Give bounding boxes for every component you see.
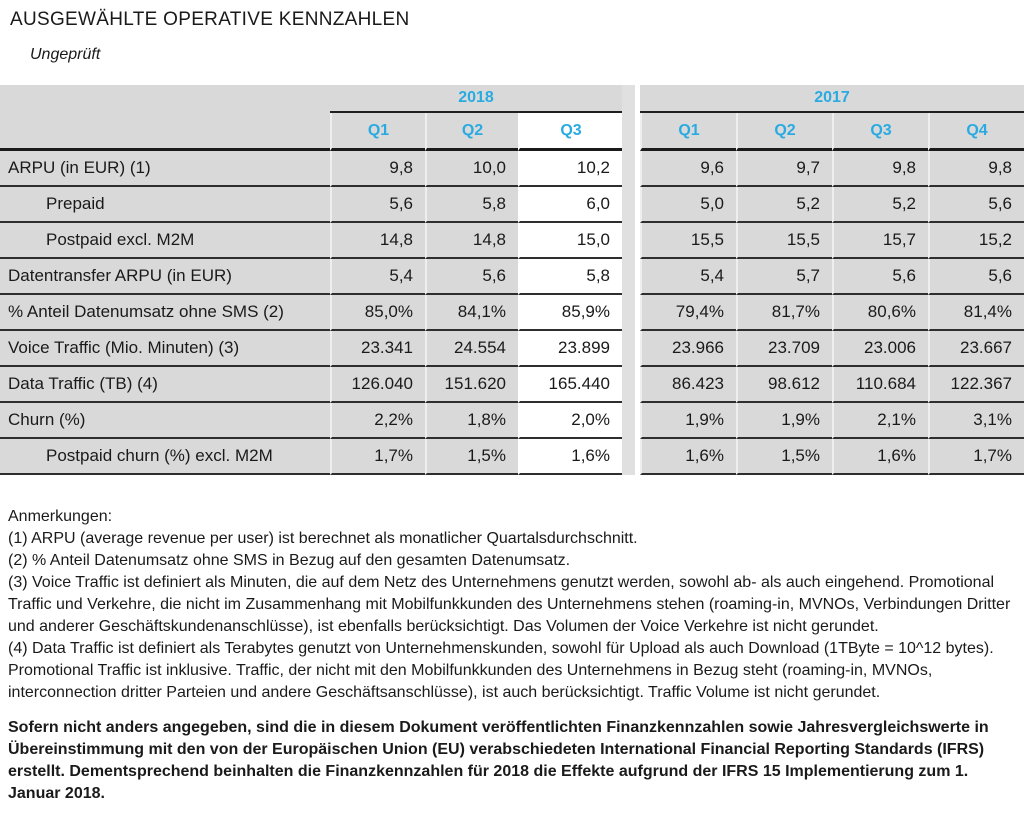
value-cell-highlighted: 6,0 — [518, 187, 622, 223]
page-subtitle: Ungeprüft — [30, 46, 101, 63]
quarter-header-2017-q4: Q4 — [928, 113, 1024, 151]
value-cell-highlighted: 15,0 — [518, 223, 622, 259]
value-cell: 15,7 — [832, 223, 928, 259]
footnote-2: (2) % Anteil Datenumsatz ohne SMS in Bezug auf den gesamten Datenumsatz. — [8, 552, 571, 569]
quarter-header-2018-q1: Q1 — [330, 113, 425, 151]
quarter-header-2018-q3-highlighted: Q3 — [518, 113, 622, 151]
value-cell: 122.367 — [928, 367, 1024, 403]
value-cell: 84,1% — [425, 295, 518, 331]
value-cell: 14,8 — [330, 223, 425, 259]
value-cell: 5,8 — [425, 187, 518, 223]
table-block-2018 — [0, 85, 622, 475]
year-block-spacer — [622, 85, 640, 475]
year-header-2018: 2018 — [330, 85, 622, 113]
value-cell: 85,0% — [330, 295, 425, 331]
value-cell: 5,4 — [330, 259, 425, 295]
page-title: AUSGEWÄHLTE OPERATIVE KENNZAHLEN — [10, 9, 410, 30]
value-cell: 1,8% — [425, 403, 518, 439]
value-cell: 9,8 — [928, 151, 1024, 187]
value-cell: 110.684 — [832, 367, 928, 403]
quarter-header-2017-q3: Q3 — [832, 113, 928, 151]
value-cell: 2,1% — [832, 403, 928, 439]
value-cell: 9,6 — [640, 151, 736, 187]
value-cell: 23.966 — [640, 331, 736, 367]
quarter-header-2017-q1: Q1 — [640, 113, 736, 151]
value-cell: 86.423 — [640, 367, 736, 403]
value-cell: 9,7 — [736, 151, 832, 187]
footnotes — [8, 506, 1016, 704]
value-cell: 23.667 — [928, 331, 1024, 367]
value-cell: 1,9% — [640, 403, 736, 439]
value-cell: 79,4% — [640, 295, 736, 331]
value-cell: 5,2 — [736, 187, 832, 223]
value-cell: 5,7 — [736, 259, 832, 295]
value-cell: 2,2% — [330, 403, 425, 439]
value-cell: 98.612 — [736, 367, 832, 403]
footnote-1: (1) ARPU (average revenue per user) ist berechnet als monatlicher Quartalsdurchschnitt. — [8, 530, 638, 547]
row-label: ARPU (in EUR) (1) — [0, 151, 330, 187]
value-cell: 81,7% — [736, 295, 832, 331]
row-label: % Anteil Datenumsatz ohne SMS (2) — [0, 295, 330, 331]
value-cell: 1,5% — [736, 439, 832, 475]
row-label: Churn (%) — [0, 403, 330, 439]
value-cell: 9,8 — [832, 151, 928, 187]
value-cell: 1,7% — [928, 439, 1024, 475]
value-cell: 5,2 — [832, 187, 928, 223]
row-label: Postpaid excl. M2M — [0, 223, 330, 259]
value-cell: 23.006 — [832, 331, 928, 367]
value-cell: 10,0 — [425, 151, 518, 187]
row-label: Voice Traffic (Mio. Minuten) (3) — [0, 331, 330, 367]
ifrs-disclaimer: Sofern nicht anders angegeben, sind die in diesem Dokument veröffentlichten Finanzkennzahlen sowie Jahresvergleichswerte in Übereinstimmung mit den von der Europäischen Union (EU) verabschiedeten International Financial Reporting Standards (IFRS) erstellt. Dementsprechend beinhalten die Finanzkennzahlen für 2018 die Effekte aufgrund der IFRS 15 Implementierung zum 1. Januar 2018. — [8, 719, 989, 802]
value-cell: 1,5% — [425, 439, 518, 475]
value-cell: 5,6 — [928, 187, 1024, 223]
value-cell: 1,7% — [330, 439, 425, 475]
value-cell: 5,4 — [640, 259, 736, 295]
value-cell-highlighted: 2,0% — [518, 403, 622, 439]
value-cell-highlighted: 165.440 — [518, 367, 622, 403]
value-cell: 5,6 — [425, 259, 518, 295]
value-cell-highlighted: 1,6% — [518, 439, 622, 475]
value-cell: 1,9% — [736, 403, 832, 439]
value-cell-highlighted: 5,8 — [518, 259, 622, 295]
value-cell-highlighted: 23.899 — [518, 331, 622, 367]
value-cell: 14,8 — [425, 223, 518, 259]
value-cell: 5,6 — [832, 259, 928, 295]
value-cell: 81,4% — [928, 295, 1024, 331]
footnote-3: (3) Voice Traffic ist definiert als Minuten, die auf dem Netz des Unternehmens genutzt werden, sowohl ab- als auch eingehend. Promotional Traffic und Verkehre, die nicht im Zusammenhang mit Mobilfunkkunden des Unternehmens stehen (roaming-in, MVNOs, Verbindungen Dritter und anderer Geschäftskundenanschlüsse), ist ebenfalls berücksichtigt. Das Volumen der Voice Verkehre ist nicht gerundet. — [8, 574, 1011, 635]
corner-cell — [0, 85, 330, 113]
value-cell: 126.040 — [330, 367, 425, 403]
value-cell: 3,1% — [928, 403, 1024, 439]
value-cell-highlighted: 85,9% — [518, 295, 622, 331]
value-cell: 15,2 — [928, 223, 1024, 259]
quarter-header-2017-q2: Q2 — [736, 113, 832, 151]
table-block-2017 — [640, 85, 1024, 475]
year-header-2017: 2017 — [640, 85, 1024, 113]
footnote-4: (4) Data Traffic ist definiert als Terabytes genutzt von Unternehmenskunden, sowohl für Upload als auch Download (1TByte = 10^12 bytes). Promotional Traffic ist inklusive. Traffic, der nicht mit den Mobilfunkkunden des Unternehmens in Bezug steht (roaming-in, MVNOs, interconnection dritter Parteien und andere Geschäftsanschlüsse), ist auch berücksichtigt. Traffic Volume ist nicht gerundet. — [8, 640, 994, 701]
row-label: Datentransfer ARPU (in EUR) — [0, 259, 330, 295]
value-cell: 1,6% — [832, 439, 928, 475]
kpi-table — [0, 85, 1024, 475]
footnotes-heading: Anmerkungen: — [8, 508, 113, 525]
value-cell: 5,6 — [928, 259, 1024, 295]
quarter-header-2018-q2: Q2 — [425, 113, 518, 151]
value-cell: 9,8 — [330, 151, 425, 187]
row-label: Data Traffic (TB) (4) — [0, 367, 330, 403]
label-header-cell — [0, 113, 330, 151]
value-cell: 80,6% — [832, 295, 928, 331]
value-cell-highlighted: 10,2 — [518, 151, 622, 187]
value-cell: 23.341 — [330, 331, 425, 367]
value-cell: 15,5 — [640, 223, 736, 259]
value-cell: 5,0 — [640, 187, 736, 223]
value-cell: 1,6% — [640, 439, 736, 475]
value-cell: 23.709 — [736, 331, 832, 367]
value-cell: 5,6 — [330, 187, 425, 223]
value-cell: 151.620 — [425, 367, 518, 403]
row-label: Prepaid — [0, 187, 330, 223]
value-cell: 24.554 — [425, 331, 518, 367]
value-cell: 15,5 — [736, 223, 832, 259]
row-label: Postpaid churn (%) excl. M2M — [0, 439, 330, 475]
